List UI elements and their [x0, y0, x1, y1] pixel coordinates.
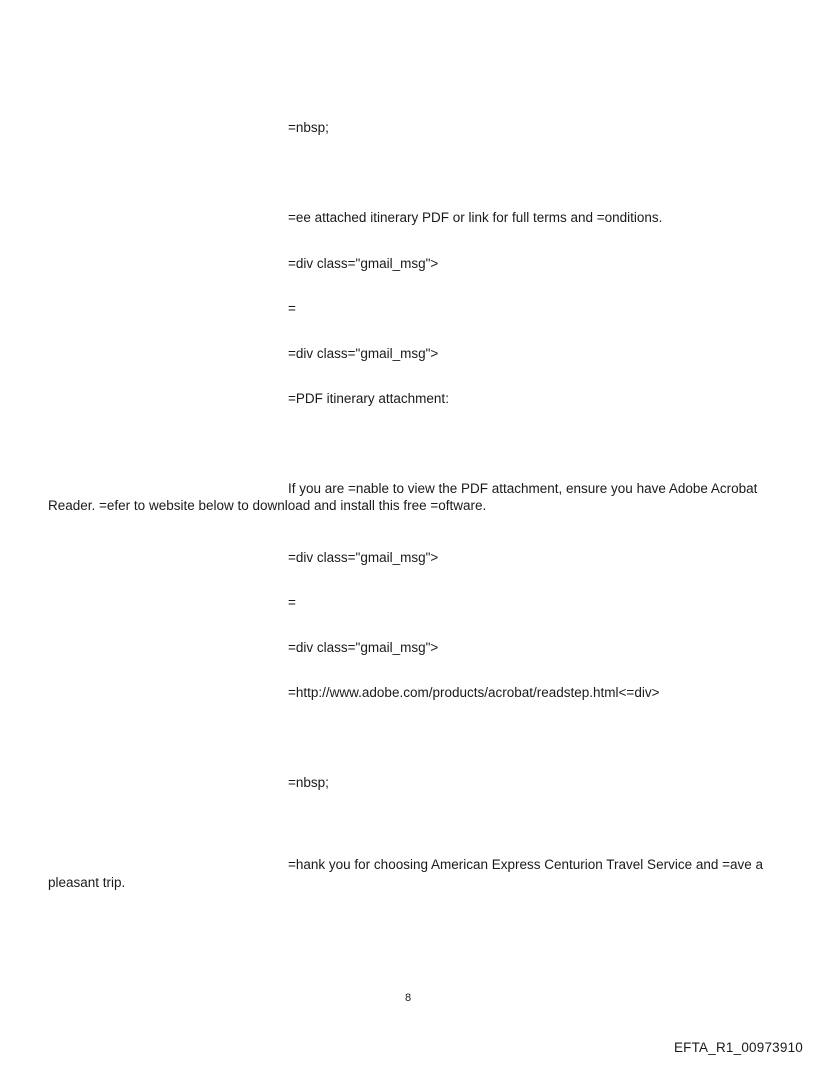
text-line-nbsp-2: =nbsp;: [288, 775, 329, 790]
text-line-equals-2: =: [288, 595, 296, 610]
text-line-nbsp-1: =nbsp;: [288, 120, 329, 135]
text-line-thank-you: =hank you for choosing American Express Centurion Travel Service and =ave a: [288, 857, 764, 872]
text-line-adobe-url: =http://www.adobe.com/products/acrobat/readstep.html<=div>: [288, 685, 660, 700]
text-line-unable-view: If you are =nable to view the PDF attachment, ensure you have Adobe Acrobat: [288, 481, 758, 496]
text-line-refer-website: Reader. =efer to website below to download and install this free =oftware.: [48, 498, 487, 513]
page-number: 8: [404, 992, 412, 1004]
text-line-div-3: =div class="gmail_msg">: [288, 550, 439, 565]
text-line-pdf-attachment: =PDF itinerary attachment:: [288, 391, 449, 406]
document-id: EFTA_R1_00973910: [673, 1040, 803, 1055]
text-line-terms: =ee attached itinerary PDF or link for full terms and =onditions.: [288, 210, 663, 225]
text-line-div-1: =div class="gmail_msg">: [288, 256, 439, 271]
text-line-div-2: =div class="gmail_msg">: [288, 346, 439, 361]
text-line-equals-1: =: [288, 301, 296, 316]
text-line-div-4: =div class="gmail_msg">: [288, 640, 439, 655]
text-line-pleasant-trip: pleasant trip.: [48, 875, 126, 890]
